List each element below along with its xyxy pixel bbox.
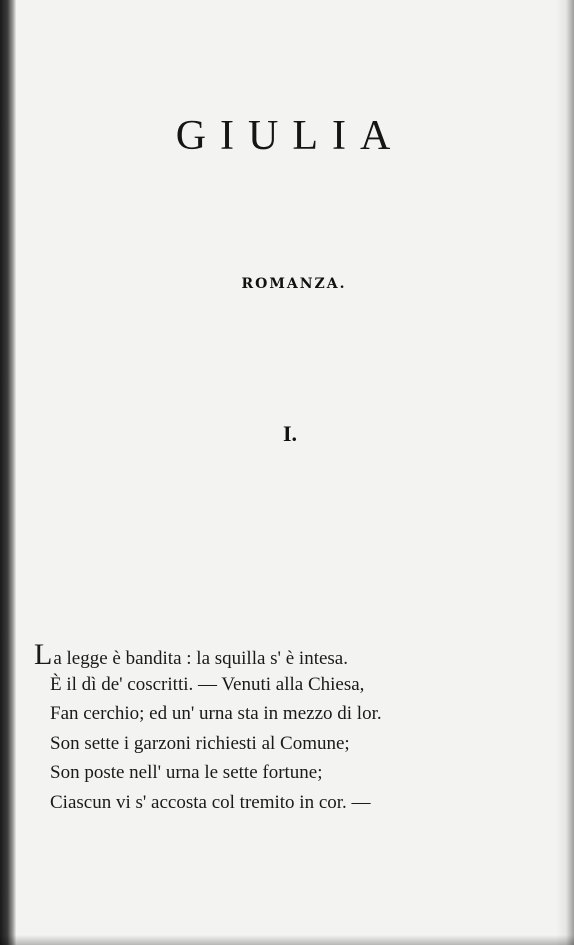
verse-line-text: a legge è bandita : la squilla s' è intesa. [53,648,348,669]
book-subtitle: ROMANZA. [241,276,347,292]
poem-stanza [34,640,554,817]
verse-line [34,640,554,670]
verse-line: Son sette i garzoni richiesti al Comune; [50,732,350,754]
verse-line: Ciascun vi s' accosta col tremito in cor. — [50,791,371,813]
page-bottom-edge [0,935,574,945]
drop-cap: L [34,638,53,671]
section-number: I. [282,421,298,446]
book-title: GIULIA [175,113,405,159]
verse-line: È il dì de' coscritti. — Venuti alla Chiesa, [50,673,365,695]
verse-line: Son poste nell' urna le sette fortune; [50,762,323,783]
verse-line: Fan cerchio; ed un' urna sta in mezzo di lor. [50,703,382,724]
